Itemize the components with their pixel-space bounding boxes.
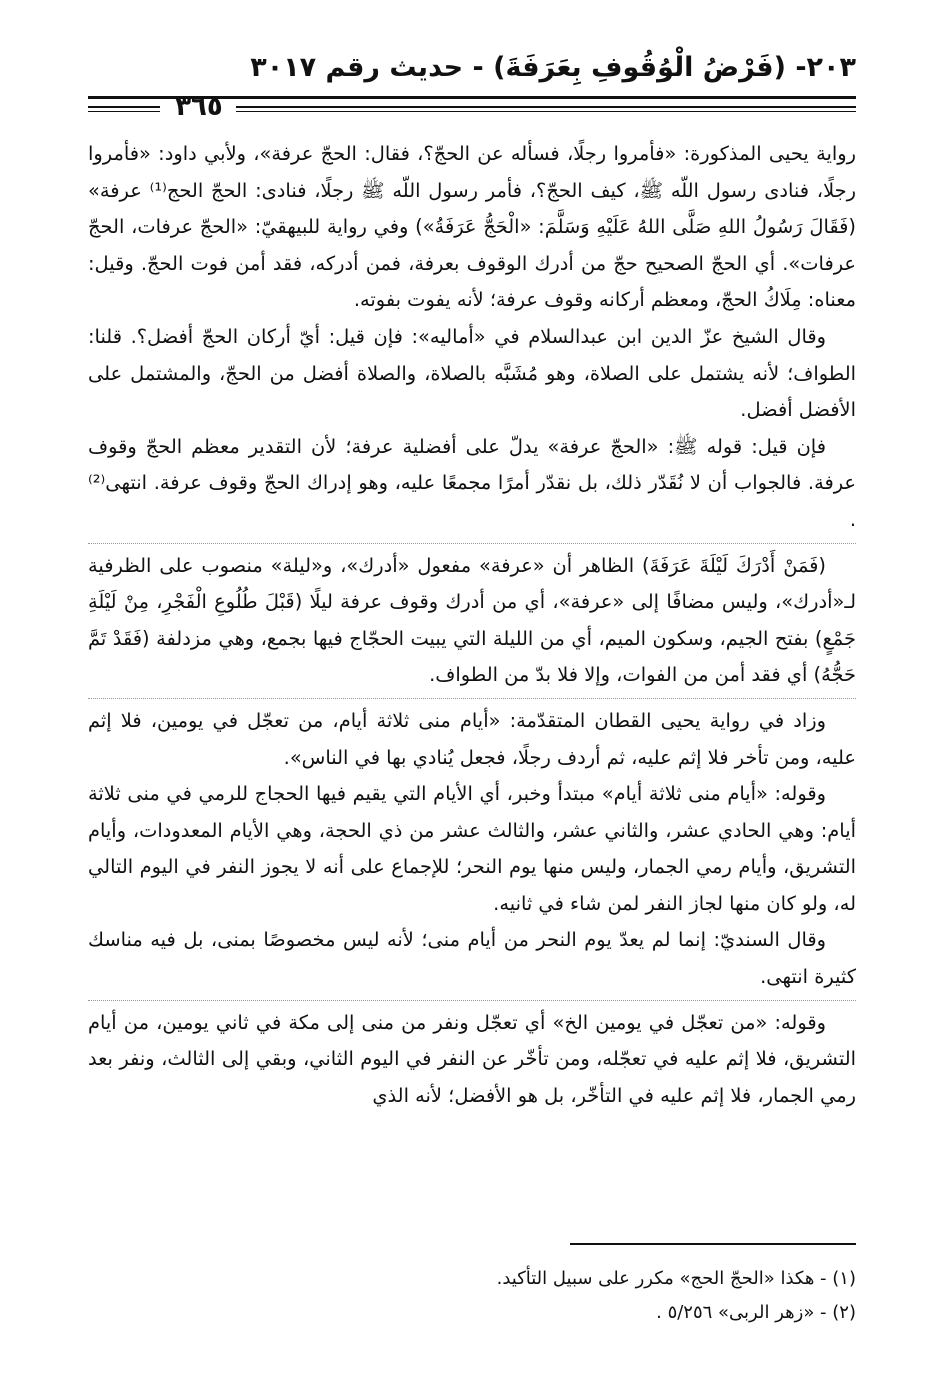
paragraph-6: وقوله: «أيام منى ثلاثة أيام» مبتدأ وخبر، أي الأيام التي يقيم فيها الحجاج للرمي في منى ثلاثة أيام: وهي الحادي عشر، والثاني عشر، والثالث عشر من ذي الحجة، وهي الأيام المعدودات، وأيام التشريق، وأيام رمي الجمار، وليس منها يوم النحر؛ للإجماع على أنه لا يجوز النفر في اليوم التالي له، ولو كان منها لجاز النفر لمن شاء في ثانيه. bbox=[88, 782, 856, 915]
paragraph-8: وقوله: «من تعجّل في يومين الخ» أي تعجّل ونفر من منى إلى مكة في ثاني يومين، من أيام التشريق، فلا إثم عليه في تعجّله، ومن تأخّر عن النفر في اليوم الثاني، وبقي إلى الثالث، ونفر بعد رمي الجمار، فلا إثم عليه في التأخّر، بل هو الأفضل؛ لأنه الذي bbox=[88, 1010, 856, 1107]
page-header bbox=[88, 52, 856, 122]
paragraph-separator bbox=[88, 1000, 856, 1001]
paragraph-1: رواية يحيى المذكورة: «فأمروا رجلًا، فسأله عن الحجّ؟، فقال: الحجّ عرفة»، ولأبي داود: «فأمروا رجلًا، فنادى رسول اللّه ﷺ، كيف الحجّ؟، فأمر رسول اللّه ﷺ رجلًا، فنادى: الحجّ الحج⁽¹⁾ عرفة» (فَقَالَ رَسُولُ اللهِ صَلَّى اللهُ عَلَيْهِ وَسَلَّمَ: «الْحَجُّ عَرَفَةُ») وفي رواية للبيهقيّ: «الحجّ عرفات، الحجّ عرفات». أي الحجّ الصحيح حجّ من أدرك الوقوف بعرفة، فمن أدركه، فقد أمن فوت الحجّ. وقيل: معناه: مِلَاكُ الحجّ، ومعظم أركانه وقوف عرفة؛ لأنه يفوت بفوته. bbox=[88, 142, 856, 312]
paragraph-separator bbox=[88, 698, 856, 699]
paragraph-separator bbox=[88, 543, 856, 544]
paragraph-2: وقال الشيخ عزّ الدين ابن عبدالسلام في «أماليه»: فإن قيل: أيّ أركان الحجّ أفضل؟. قلنا: الطواف؛ لأنه يشتمل على الصلاة، وهو مُشَبَّه بالصلاة، والصلاة أفضل من الحجّ، والمشتمل على الأفضل أفضل. bbox=[88, 324, 856, 422]
paragraph-5: وزاد في رواية يحيى القطان المتقدّمة: «أيام منى ثلاثة أيام، من تعجّل في يومين، فلا إثم عليه، ومن تأخر فلا إثم عليه، ثم أردف رجلًا، فجعل يُنادي بها في الناس». bbox=[88, 708, 856, 769]
chapter-title: ٢٠٣- (فَرْضُ الْوُقُوفِ بِعَرَفَةَ) - حديث رقم ٣٠١٧ bbox=[250, 52, 856, 83]
page-number: ٣٦٥ bbox=[175, 92, 223, 122]
paragraph-4: (فَمَنْ أَدْرَكَ لَيْلَةَ عَرَفَةَ) الظاهر أن «عرفة» مفعول «أدرك»، و«ليلة» منصوب على الظرفية لـ«أدرك»، وليس مضافًا إلى «عرفة»، أي من أدرك وقوف عرفة ليلًا (قَبْلَ طُلُوعِ الْفَجْرِ، مِنْ لَيْلَةِ جَمْعٍ) بفتح الجيم، وسكون الميم، أي من الليلة التي يبيت الحجّاج فيها بجمع، وهي مزدلفة (فَقَدْ تَمَّ حَجُّهُ) أي فقد أمن من الفوات، وإلا فلا بدّ من الطواف. bbox=[88, 553, 856, 687]
main-text bbox=[88, 136, 856, 1114]
paragraph-3: فإن قيل: قوله ﷺ: «الحجّ عرفة» يدلّ على أفضلية عرفة؛ لأن التقدير معظم الحجّ وقوف عرفة. فالجواب أن لا نُقَدّر ذلك، بل نقدّر أمرًا مجمعًا عليه، وهو إدراك الحجّ وقوف عرفة. انتهى⁽²⁾ . bbox=[88, 434, 856, 531]
footnote-1: (١) - هكذا «الحجّ الحج» مكرر على سبيل التأكيد. bbox=[496, 1268, 856, 1289]
header-rule-left bbox=[88, 106, 160, 112]
footnotes bbox=[88, 1262, 856, 1330]
footnote-2: (٢) - «زهر الربى» ٥/٢٥٦ . bbox=[656, 1302, 856, 1323]
footnote-rule bbox=[570, 1243, 856, 1245]
header-rule-right bbox=[236, 106, 856, 112]
paragraph-7: وقال السنديّ: إنما لم يعدّ يوم النحر من أيام منى؛ لأنه ليس مخصوصًا بمنى، بل فيه مناسك كثيرة انتهى. bbox=[88, 928, 856, 989]
